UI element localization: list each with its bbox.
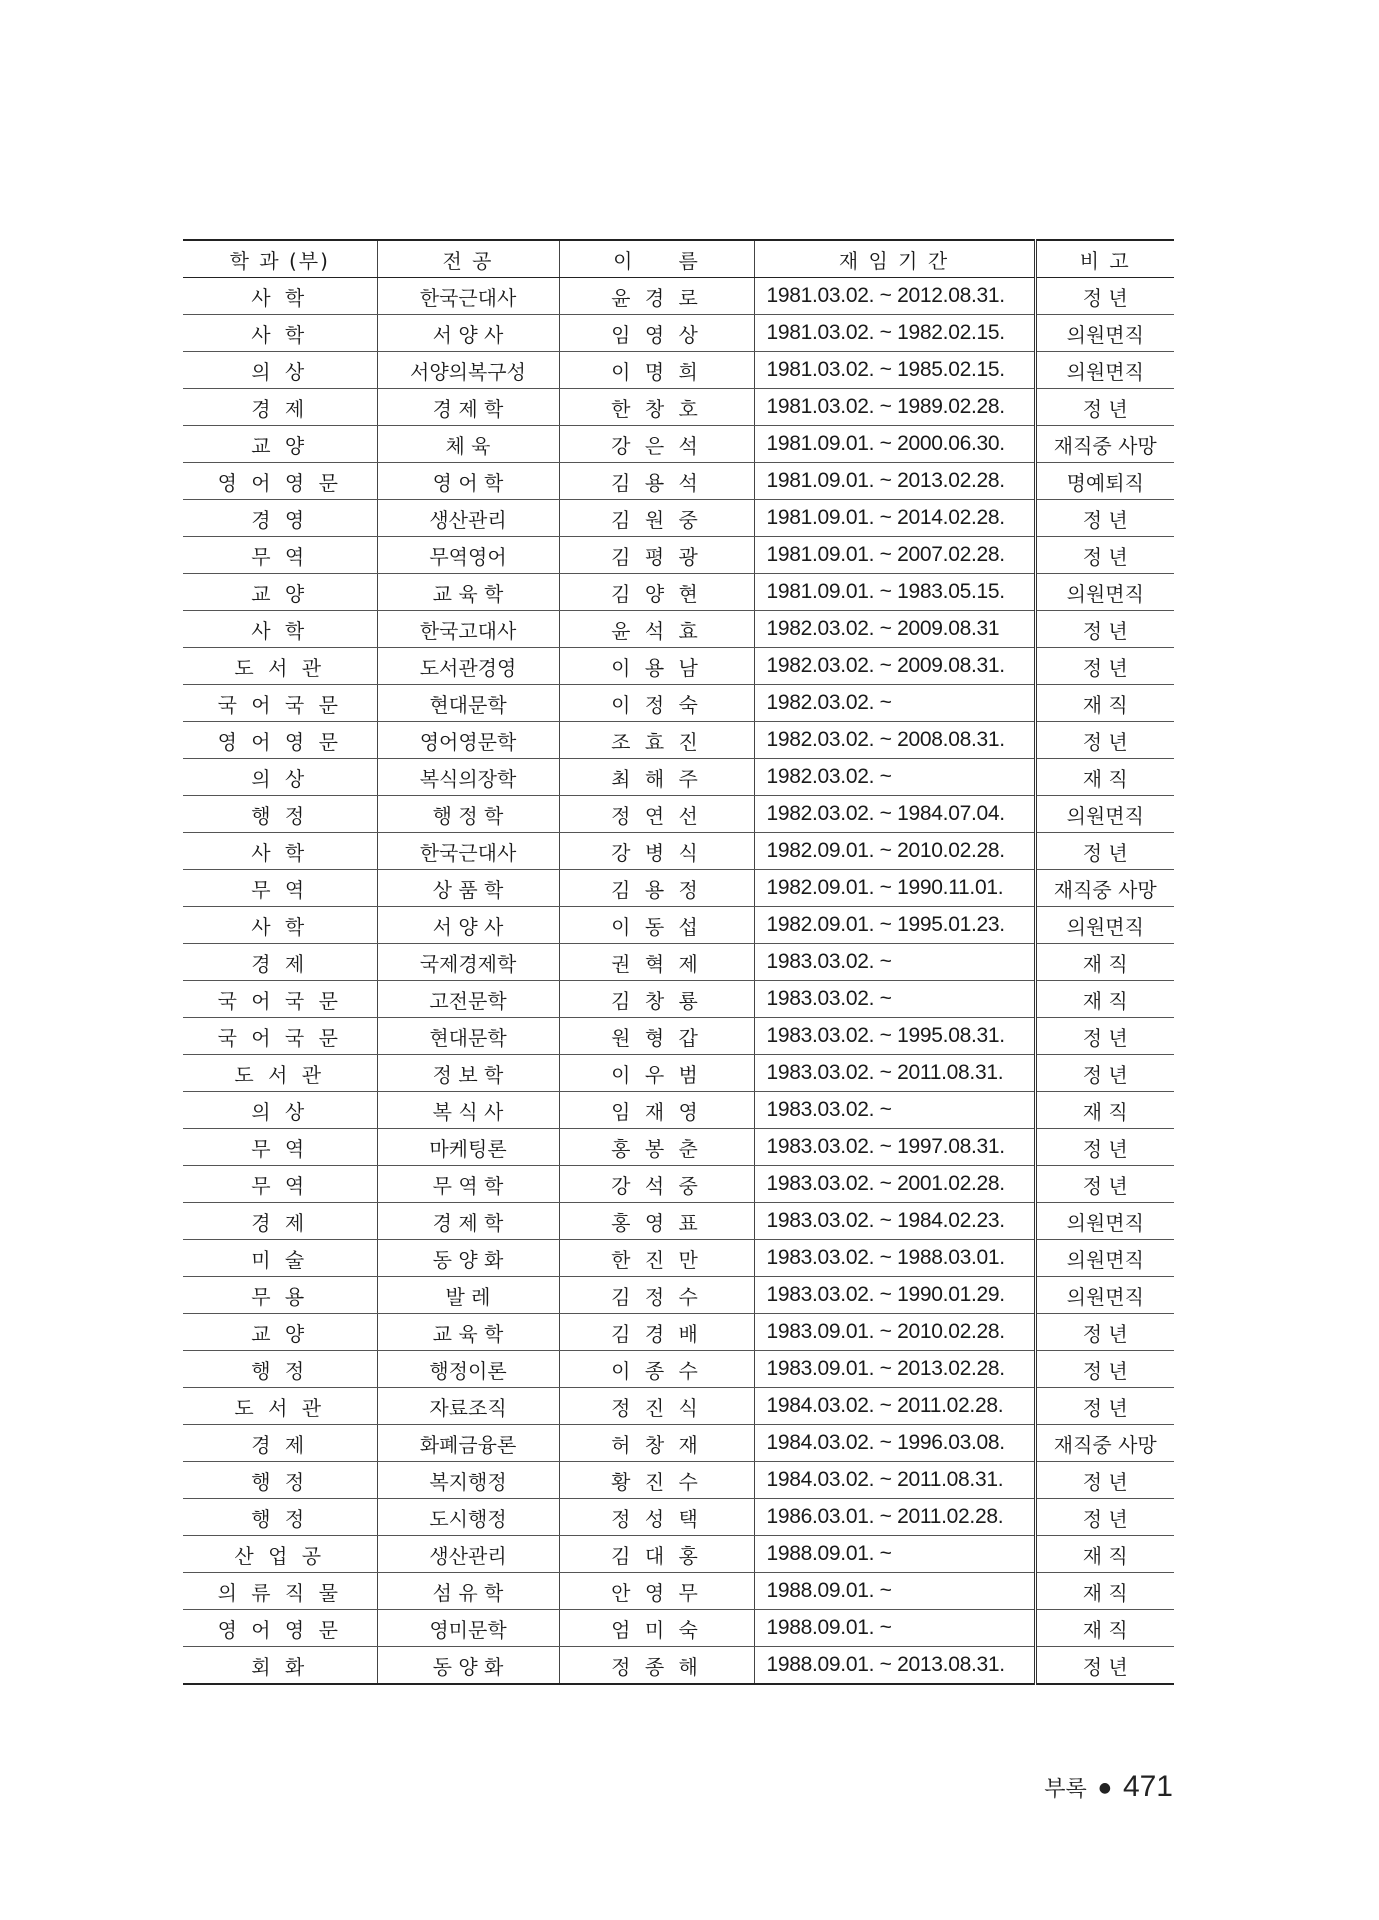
table-row (183, 759, 1174, 796)
cell-remarks: 정 년 (1035, 278, 1174, 315)
cell-remarks: 재 직 (1035, 1610, 1174, 1647)
cell-tenure-period: 1982.03.02. ~ 2008.08.31. (754, 722, 1035, 759)
cell-tenure-period: 1988.09.01. ~ (754, 1536, 1035, 1573)
cell-major: 한국근대사 (377, 278, 559, 315)
cell-tenure-period: 1982.03.02. ~ (754, 685, 1035, 722)
cell-tenure-period: 1981.03.02. ~ 1989.02.28. (754, 389, 1035, 426)
cell-name: 김 대 홍 (559, 1536, 754, 1573)
cell-department: 행 정 (183, 796, 377, 833)
cell-name: 정 종 해 (559, 1647, 754, 1685)
cell-name: 최 해 주 (559, 759, 754, 796)
cell-department: 회 화 (183, 1647, 377, 1685)
cell-remarks: 의원면직 (1035, 352, 1174, 389)
cell-department: 경 제 (183, 389, 377, 426)
cell-name: 임 재 영 (559, 1092, 754, 1129)
table-row (183, 907, 1174, 944)
cell-remarks: 의원면직 (1035, 907, 1174, 944)
cell-major: 영미문학 (377, 1610, 559, 1647)
cell-remarks: 정 년 (1035, 833, 1174, 870)
cell-name: 윤 경 로 (559, 278, 754, 315)
cell-tenure-period: 1981.09.01. ~ 2000.06.30. (754, 426, 1035, 463)
cell-remarks: 재직중 사망 (1035, 1425, 1174, 1462)
table-row (183, 1425, 1174, 1462)
cell-remarks: 명예퇴직 (1035, 463, 1174, 500)
header-major: 전 공 (377, 240, 559, 278)
cell-major: 무역영어 (377, 537, 559, 574)
cell-department: 행 정 (183, 1462, 377, 1499)
cell-major: 복 식 사 (377, 1092, 559, 1129)
cell-name: 임 영 상 (559, 315, 754, 352)
cell-major: 고전문학 (377, 981, 559, 1018)
footer-section-label: 부록 (1044, 1777, 1087, 1802)
cell-remarks: 정 년 (1035, 1018, 1174, 1055)
table-row (183, 1499, 1174, 1536)
cell-department: 교 양 (183, 426, 377, 463)
cell-remarks: 재 직 (1035, 1573, 1174, 1610)
cell-tenure-period: 1981.09.01. ~ 2007.02.28. (754, 537, 1035, 574)
cell-department: 의 상 (183, 1092, 377, 1129)
cell-major: 경 제 학 (377, 389, 559, 426)
cell-name: 김 용 정 (559, 870, 754, 907)
cell-tenure-period: 1981.09.01. ~ 1983.05.15. (754, 574, 1035, 611)
cell-tenure-period: 1982.09.01. ~ 1995.01.23. (754, 907, 1035, 944)
header-remarks: 비 고 (1035, 240, 1174, 278)
cell-tenure-period: 1983.03.02. ~ 1995.08.31. (754, 1018, 1035, 1055)
cell-major: 행 정 학 (377, 796, 559, 833)
cell-major: 국제경제학 (377, 944, 559, 981)
cell-major: 도시행정 (377, 1499, 559, 1536)
cell-tenure-period: 1983.03.02. ~ 1988.03.01. (754, 1240, 1035, 1277)
cell-remarks: 재 직 (1035, 944, 1174, 981)
cell-remarks: 정 년 (1035, 389, 1174, 426)
cell-major: 마케팅론 (377, 1129, 559, 1166)
header-row (183, 240, 1174, 278)
cell-tenure-period: 1982.03.02. ~ 2009.08.31 (754, 611, 1035, 648)
cell-remarks: 정 년 (1035, 1647, 1174, 1685)
cell-remarks: 정 년 (1035, 722, 1174, 759)
cell-department: 행 정 (183, 1499, 377, 1536)
cell-department: 도 서 관 (183, 648, 377, 685)
cell-name: 이 용 남 (559, 648, 754, 685)
table-row (183, 722, 1174, 759)
table-row (183, 1314, 1174, 1351)
cell-department: 무 역 (183, 870, 377, 907)
table-row (183, 463, 1174, 500)
cell-major: 복식의장학 (377, 759, 559, 796)
cell-major: 상 품 학 (377, 870, 559, 907)
cell-major: 체 육 (377, 426, 559, 463)
cell-tenure-period: 1988.09.01. ~ (754, 1610, 1035, 1647)
cell-tenure-period: 1983.09.01. ~ 2013.02.28. (754, 1351, 1035, 1388)
cell-department: 도 서 관 (183, 1055, 377, 1092)
cell-name: 황 진 수 (559, 1462, 754, 1499)
cell-name: 이 정 숙 (559, 685, 754, 722)
cell-tenure-period: 1981.03.02. ~ 1982.02.15. (754, 315, 1035, 352)
cell-tenure-period: 1984.03.02. ~ 1996.03.08. (754, 1425, 1035, 1462)
faculty-table (183, 239, 1174, 1685)
cell-department: 영 어 영 문 (183, 463, 377, 500)
cell-remarks: 재직중 사망 (1035, 426, 1174, 463)
cell-remarks: 의원면직 (1035, 315, 1174, 352)
table-body (183, 278, 1174, 1685)
cell-remarks: 정 년 (1035, 1462, 1174, 1499)
cell-remarks: 재 직 (1035, 981, 1174, 1018)
cell-tenure-period: 1986.03.01. ~ 2011.02.28. (754, 1499, 1035, 1536)
cell-department: 의 상 (183, 759, 377, 796)
cell-remarks: 의원면직 (1035, 1277, 1174, 1314)
cell-name: 조 효 진 (559, 722, 754, 759)
cell-remarks: 정 년 (1035, 1055, 1174, 1092)
cell-name: 강 석 중 (559, 1166, 754, 1203)
table-row (183, 685, 1174, 722)
cell-remarks: 의원면직 (1035, 1203, 1174, 1240)
cell-name: 김 양 현 (559, 574, 754, 611)
table-row (183, 870, 1174, 907)
cell-tenure-period: 1988.09.01. ~ (754, 1573, 1035, 1610)
cell-name: 권 혁 제 (559, 944, 754, 981)
table-row (183, 500, 1174, 537)
cell-department: 경 제 (183, 1425, 377, 1462)
footer-bullet: ● (1098, 1780, 1111, 1796)
cell-remarks: 의원면직 (1035, 796, 1174, 833)
cell-tenure-period: 1982.09.01. ~ 2010.02.28. (754, 833, 1035, 870)
table-header (183, 240, 1174, 278)
cell-department: 국 어 국 문 (183, 1018, 377, 1055)
cell-tenure-period: 1982.03.02. ~ 2009.08.31. (754, 648, 1035, 685)
header-tenure-period: 재 임 기 간 (754, 240, 1035, 278)
table-row (183, 1647, 1174, 1685)
cell-department: 무 용 (183, 1277, 377, 1314)
cell-major: 현대문학 (377, 1018, 559, 1055)
cell-department: 사 학 (183, 278, 377, 315)
cell-tenure-period: 1983.03.02. ~ 2011.08.31. (754, 1055, 1035, 1092)
cell-name: 강 은 석 (559, 426, 754, 463)
cell-major: 서 양 사 (377, 907, 559, 944)
cell-remarks: 의원면직 (1035, 574, 1174, 611)
table-row (183, 1351, 1174, 1388)
cell-remarks: 재 직 (1035, 759, 1174, 796)
cell-name: 정 성 택 (559, 1499, 754, 1536)
cell-name: 이 우 범 (559, 1055, 754, 1092)
cell-department: 무 역 (183, 1166, 377, 1203)
cell-name: 이 동 섭 (559, 907, 754, 944)
cell-department: 영 어 영 문 (183, 722, 377, 759)
cell-department: 사 학 (183, 907, 377, 944)
table-row (183, 389, 1174, 426)
cell-major: 영 어 학 (377, 463, 559, 500)
cell-remarks: 정 년 (1035, 500, 1174, 537)
cell-major: 자료조직 (377, 1388, 559, 1425)
cell-name: 김 용 석 (559, 463, 754, 500)
cell-remarks: 재직중 사망 (1035, 870, 1174, 907)
cell-tenure-period: 1983.09.01. ~ 2010.02.28. (754, 1314, 1035, 1351)
cell-department: 국 어 국 문 (183, 981, 377, 1018)
table-row (183, 1573, 1174, 1610)
cell-tenure-period: 1982.03.02. ~ 1984.07.04. (754, 796, 1035, 833)
cell-remarks: 의원면직 (1035, 1240, 1174, 1277)
cell-name: 윤 석 효 (559, 611, 754, 648)
cell-remarks: 정 년 (1035, 1351, 1174, 1388)
cell-name: 정 진 식 (559, 1388, 754, 1425)
cell-department: 의 류 직 물 (183, 1573, 377, 1610)
cell-name: 안 영 무 (559, 1573, 754, 1610)
cell-major: 화폐금융론 (377, 1425, 559, 1462)
cell-major: 생산관리 (377, 500, 559, 537)
cell-major: 섬 유 학 (377, 1573, 559, 1610)
table-row (183, 944, 1174, 981)
cell-tenure-period: 1981.09.01. ~ 2013.02.28. (754, 463, 1035, 500)
cell-department: 의 상 (183, 352, 377, 389)
table-row (183, 537, 1174, 574)
cell-tenure-period: 1982.03.02. ~ (754, 759, 1035, 796)
table-row (183, 1055, 1174, 1092)
table-row (183, 1166, 1174, 1203)
table-row (183, 352, 1174, 389)
cell-major: 도서관경영 (377, 648, 559, 685)
cell-name: 허 창 재 (559, 1425, 754, 1462)
cell-major: 한국고대사 (377, 611, 559, 648)
cell-tenure-period: 1983.03.02. ~ (754, 981, 1035, 1018)
table-row (183, 1129, 1174, 1166)
cell-tenure-period: 1981.09.01. ~ 2014.02.28. (754, 500, 1035, 537)
cell-department: 산 업 공 (183, 1536, 377, 1573)
cell-name: 홍 봉 춘 (559, 1129, 754, 1166)
cell-major: 영어영문학 (377, 722, 559, 759)
cell-major: 현대문학 (377, 685, 559, 722)
cell-name: 원 형 갑 (559, 1018, 754, 1055)
table-row (183, 1388, 1174, 1425)
cell-tenure-period: 1983.03.02. ~ (754, 944, 1035, 981)
table-row (183, 981, 1174, 1018)
cell-department: 국 어 국 문 (183, 685, 377, 722)
cell-major: 발 레 (377, 1277, 559, 1314)
cell-major: 생산관리 (377, 1536, 559, 1573)
cell-name: 김 평 광 (559, 537, 754, 574)
header-name: 이 름 (559, 240, 754, 278)
cell-tenure-period: 1981.03.02. ~ 1985.02.15. (754, 352, 1035, 389)
cell-name: 엄 미 숙 (559, 1610, 754, 1647)
cell-department: 교 양 (183, 574, 377, 611)
cell-tenure-period: 1988.09.01. ~ 2013.08.31. (754, 1647, 1035, 1685)
cell-tenure-period: 1983.03.02. ~ 2001.02.28. (754, 1166, 1035, 1203)
cell-remarks: 정 년 (1035, 537, 1174, 574)
cell-name: 김 원 중 (559, 500, 754, 537)
cell-department: 영 어 영 문 (183, 1610, 377, 1647)
page-footer (1044, 1770, 1173, 1804)
cell-tenure-period: 1984.03.02. ~ 2011.08.31. (754, 1462, 1035, 1499)
cell-department: 무 역 (183, 1129, 377, 1166)
cell-department: 무 역 (183, 537, 377, 574)
page-number: 471 (1122, 1770, 1173, 1803)
cell-department: 도 서 관 (183, 1388, 377, 1425)
cell-major: 교 육 학 (377, 1314, 559, 1351)
cell-department: 교 양 (183, 1314, 377, 1351)
cell-remarks: 정 년 (1035, 1129, 1174, 1166)
cell-remarks: 정 년 (1035, 1166, 1174, 1203)
cell-name: 홍 영 표 (559, 1203, 754, 1240)
table-row (183, 315, 1174, 352)
cell-name: 김 경 배 (559, 1314, 754, 1351)
table-row (183, 1092, 1174, 1129)
cell-name: 김 정 수 (559, 1277, 754, 1314)
header-department: 학 과 (부) (183, 240, 377, 278)
cell-tenure-period: 1981.03.02. ~ 2012.08.31. (754, 278, 1035, 315)
table-row (183, 611, 1174, 648)
cell-department: 미 술 (183, 1240, 377, 1277)
cell-remarks: 재 직 (1035, 685, 1174, 722)
cell-name: 정 연 선 (559, 796, 754, 833)
cell-name: 이 종 수 (559, 1351, 754, 1388)
cell-department: 사 학 (183, 833, 377, 870)
cell-tenure-period: 1983.03.02. ~ 1990.01.29. (754, 1277, 1035, 1314)
cell-major: 서 양 사 (377, 315, 559, 352)
cell-name: 한 진 만 (559, 1240, 754, 1277)
cell-major: 경 제 학 (377, 1203, 559, 1240)
cell-name: 강 병 식 (559, 833, 754, 870)
table-row (183, 1277, 1174, 1314)
cell-remarks: 정 년 (1035, 1314, 1174, 1351)
table-row (183, 1610, 1174, 1647)
cell-tenure-period: 1983.03.02. ~ 1984.02.23. (754, 1203, 1035, 1240)
cell-remarks: 정 년 (1035, 611, 1174, 648)
cell-tenure-period: 1984.03.02. ~ 2011.02.28. (754, 1388, 1035, 1425)
cell-major: 무 역 학 (377, 1166, 559, 1203)
table-row (183, 278, 1174, 315)
cell-name: 김 창 룡 (559, 981, 754, 1018)
cell-major: 서양의복구성 (377, 352, 559, 389)
table-row (183, 1240, 1174, 1277)
table-row (183, 1203, 1174, 1240)
cell-major: 행정이론 (377, 1351, 559, 1388)
table-row (183, 1536, 1174, 1573)
table-row (183, 1462, 1174, 1499)
cell-major: 복지행정 (377, 1462, 559, 1499)
table-row (183, 833, 1174, 870)
cell-tenure-period: 1983.03.02. ~ (754, 1092, 1035, 1129)
cell-remarks: 재 직 (1035, 1536, 1174, 1573)
cell-tenure-period: 1983.03.02. ~ 1997.08.31. (754, 1129, 1035, 1166)
table-row (183, 796, 1174, 833)
cell-remarks: 재 직 (1035, 1092, 1174, 1129)
table-row (183, 574, 1174, 611)
cell-department: 사 학 (183, 315, 377, 352)
cell-major: 정 보 학 (377, 1055, 559, 1092)
cell-department: 경 영 (183, 500, 377, 537)
cell-department: 사 학 (183, 611, 377, 648)
cell-remarks: 정 년 (1035, 648, 1174, 685)
cell-tenure-period: 1982.09.01. ~ 1990.11.01. (754, 870, 1035, 907)
cell-major: 동 양 화 (377, 1647, 559, 1685)
cell-major: 교 육 학 (377, 574, 559, 611)
cell-department: 행 정 (183, 1351, 377, 1388)
cell-major: 동 양 화 (377, 1240, 559, 1277)
cell-major: 한국근대사 (377, 833, 559, 870)
table-row (183, 648, 1174, 685)
table-row (183, 1018, 1174, 1055)
cell-department: 경 제 (183, 1203, 377, 1240)
cell-name: 이 명 희 (559, 352, 754, 389)
cell-remarks: 정 년 (1035, 1499, 1174, 1536)
cell-department: 경 제 (183, 944, 377, 981)
table-row (183, 426, 1174, 463)
cell-remarks: 정 년 (1035, 1388, 1174, 1425)
cell-name: 한 창 호 (559, 389, 754, 426)
